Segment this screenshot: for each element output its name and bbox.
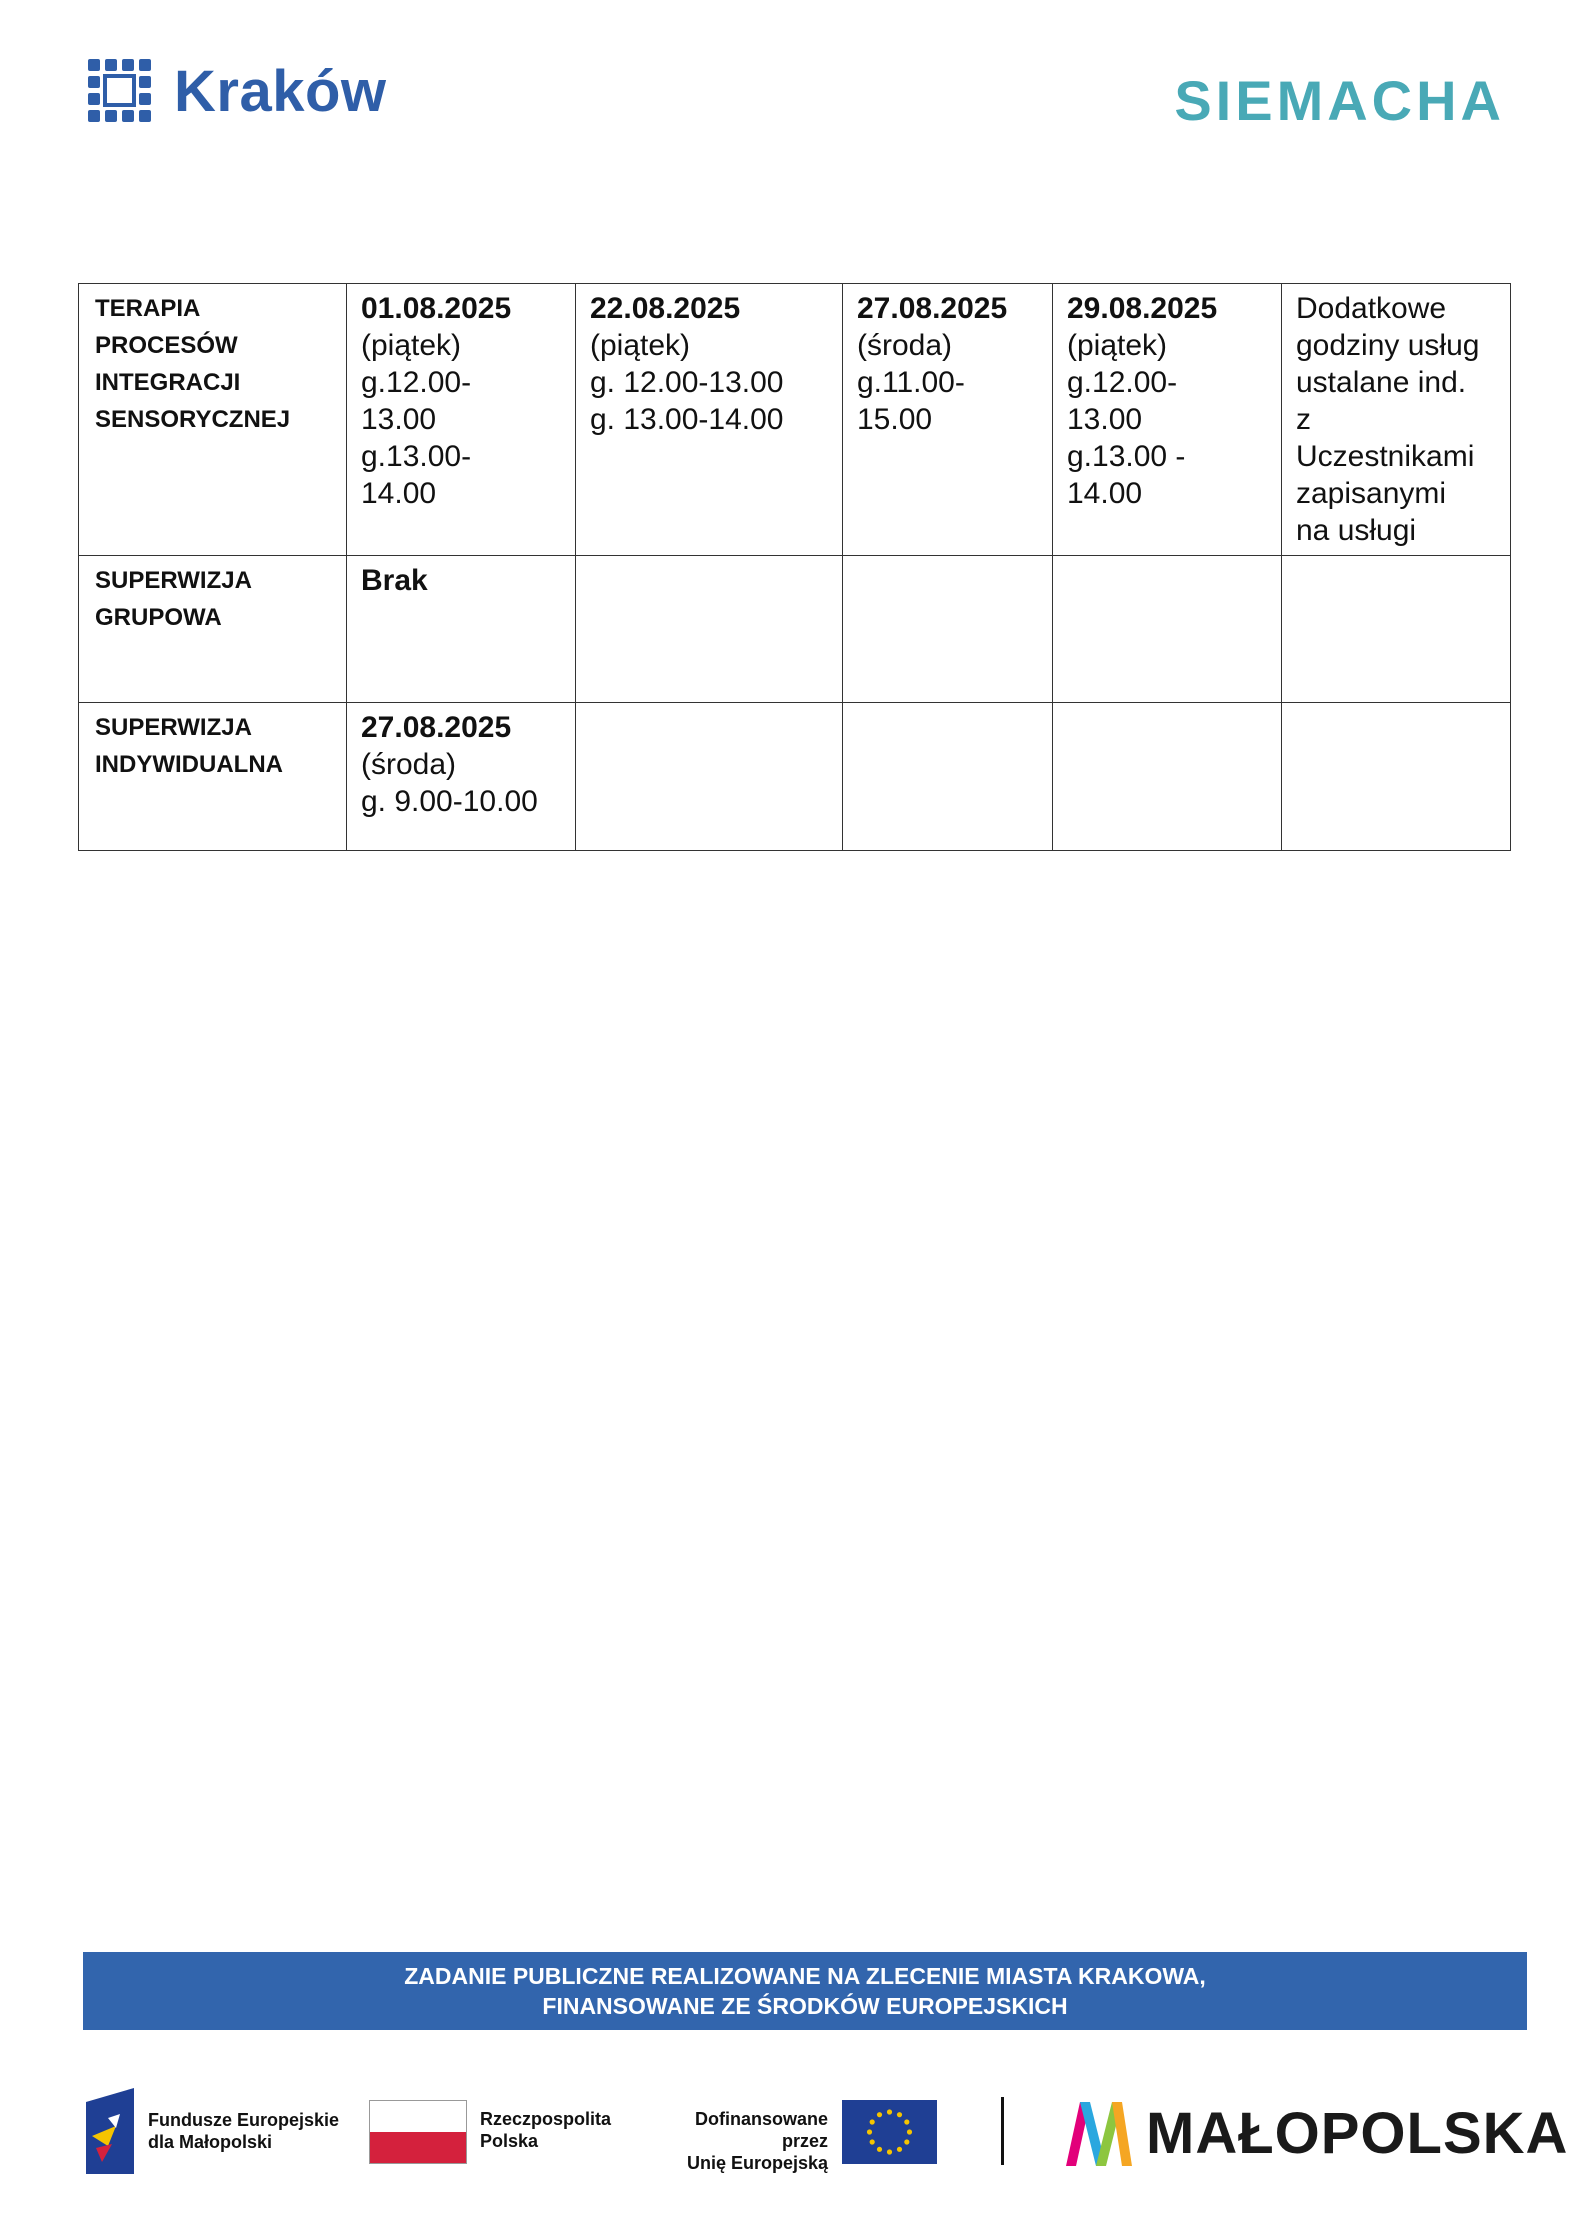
row-label-line: INDYWIDUALNA — [95, 751, 283, 778]
banner-line-2: FINANSOWANE ZE ŚRODKÓW EUROPEJSKICH — [542, 1993, 1068, 2019]
fe-line-2: dla Małopolski — [148, 2132, 273, 2152]
malopolska-m-icon — [1066, 2102, 1132, 2166]
eu-star — [887, 2109, 892, 2114]
eu-star — [877, 2112, 882, 2117]
cell-line: (piątek) — [1067, 329, 1168, 362]
row-label-line: INTEGRACJI — [95, 369, 241, 396]
row-label-line: SUPERWIZJA — [95, 714, 252, 741]
row-label-line: PROCESÓW — [95, 332, 238, 359]
schedule-cell — [1053, 284, 1282, 556]
schedule-cell — [1053, 556, 1282, 703]
schedule-cell — [576, 703, 843, 851]
eu-star — [897, 2112, 902, 2117]
schedule-cell — [576, 556, 843, 703]
cell-line: 14.00 — [361, 477, 437, 510]
schedule-cell — [576, 284, 843, 556]
eu-star — [907, 2129, 912, 2134]
row-label-line: TERAPIA — [95, 295, 201, 322]
table-row — [79, 284, 1511, 556]
cell-line: g. 12.00-13.00 — [590, 366, 784, 399]
fundusze-europejskie-icon — [86, 2088, 134, 2174]
schedule-cell — [1282, 284, 1511, 556]
cell-date: Brak — [361, 564, 428, 597]
cell-line: g.13.00- — [361, 440, 472, 473]
schedule-cell — [347, 703, 576, 851]
cell-line: na usługi — [1296, 514, 1417, 547]
ue-line-1: Dofinansowane przez — [694, 2109, 828, 2151]
table-row — [79, 556, 1511, 703]
schedule-cell — [1053, 703, 1282, 851]
row-label-line: SENSORYCZNEJ — [95, 406, 291, 433]
cell-line: (środa) — [361, 748, 457, 781]
cell-line: Dodatkowe — [1296, 292, 1447, 325]
cell-date: 27.08.2025 — [361, 711, 512, 744]
schedule-cell — [347, 556, 576, 703]
cell-line: zapisanymi — [1296, 477, 1447, 510]
ue-line-2: Unię Europejską — [686, 2153, 828, 2173]
krakow-grid-icon — [88, 59, 152, 123]
cell-line: g.12.00- — [361, 366, 472, 399]
table-row — [79, 703, 1511, 851]
schedule-cell — [1282, 556, 1511, 703]
cell-line: (piątek) — [361, 329, 462, 362]
cell-line: (piątek) — [590, 329, 691, 362]
cell-line: g.12.00- — [1067, 366, 1178, 399]
eu-star — [870, 2139, 875, 2144]
row-label — [79, 556, 347, 703]
cell-line: 14.00 — [1067, 477, 1143, 510]
cell-date: 27.08.2025 — [857, 292, 1008, 325]
rp-line-1: Rzeczpospolita — [480, 2109, 612, 2129]
rp-line-2: Polska — [480, 2131, 539, 2151]
cell-line: g.13.00 - — [1067, 440, 1186, 473]
cell-line: (środa) — [857, 329, 953, 362]
eu-star — [877, 2147, 882, 2152]
cell-line: ustalane ind. — [1296, 366, 1467, 399]
fundusze-europejskie-logo — [86, 2088, 339, 2174]
funding-banner — [83, 1952, 1527, 2030]
siemacha-logo: SIEMACHA — [1174, 69, 1505, 132]
row-label — [79, 703, 347, 851]
rzeczpospolita-polska-text — [480, 2108, 611, 2152]
krakow-logo-text: Kraków — [174, 58, 387, 124]
cell-line: godziny usług — [1296, 329, 1480, 362]
malopolska-text: MAŁOPOLSKA — [1146, 2101, 1569, 2166]
eu-star — [870, 2119, 875, 2124]
polish-flag-icon — [369, 2100, 467, 2164]
row-label-line: GRUPOWA — [95, 604, 222, 631]
schedule-cell — [843, 284, 1053, 556]
eu-star — [887, 2149, 892, 2154]
schedule-cell — [843, 703, 1053, 851]
row-label-line: SUPERWIZJA — [95, 567, 252, 594]
schedule-cell — [1282, 703, 1511, 851]
malopolska-logo — [1066, 2100, 1568, 2167]
eu-star — [904, 2119, 909, 2124]
eu-star — [904, 2139, 909, 2144]
eu-star — [897, 2147, 902, 2152]
cell-line: 15.00 — [857, 403, 933, 436]
banner-line-1: ZADANIE PUBLICZNE REALIZOWANE NA ZLECENIE MIASTA KRAKOWA, — [404, 1963, 1206, 1989]
schedule-cell — [843, 556, 1053, 703]
cell-line: 13.00 — [361, 403, 437, 436]
cell-date: 29.08.2025 — [1067, 292, 1218, 325]
krakow-logo — [88, 56, 387, 126]
cell-line: 13.00 — [1067, 403, 1143, 436]
cell-date: 01.08.2025 — [361, 292, 512, 325]
fe-line-1: Fundusze Europejskie — [148, 2110, 340, 2130]
row-label — [79, 284, 347, 556]
cell-line: g.11.00- — [857, 366, 965, 399]
cell-line: g. 13.00-14.00 — [590, 403, 784, 436]
schedule-cell — [347, 284, 576, 556]
cell-date: 22.08.2025 — [590, 292, 741, 325]
logo-divider — [1001, 2097, 1004, 2165]
eu-star — [867, 2129, 872, 2134]
cell-line: Uczestnikami — [1296, 440, 1475, 473]
ue-cofinancing-text — [644, 2108, 828, 2174]
cell-line: z — [1296, 403, 1311, 436]
schedule-table — [78, 283, 1511, 851]
cell-line: g. 9.00-10.00 — [361, 785, 538, 818]
eu-flag-icon — [842, 2100, 937, 2164]
